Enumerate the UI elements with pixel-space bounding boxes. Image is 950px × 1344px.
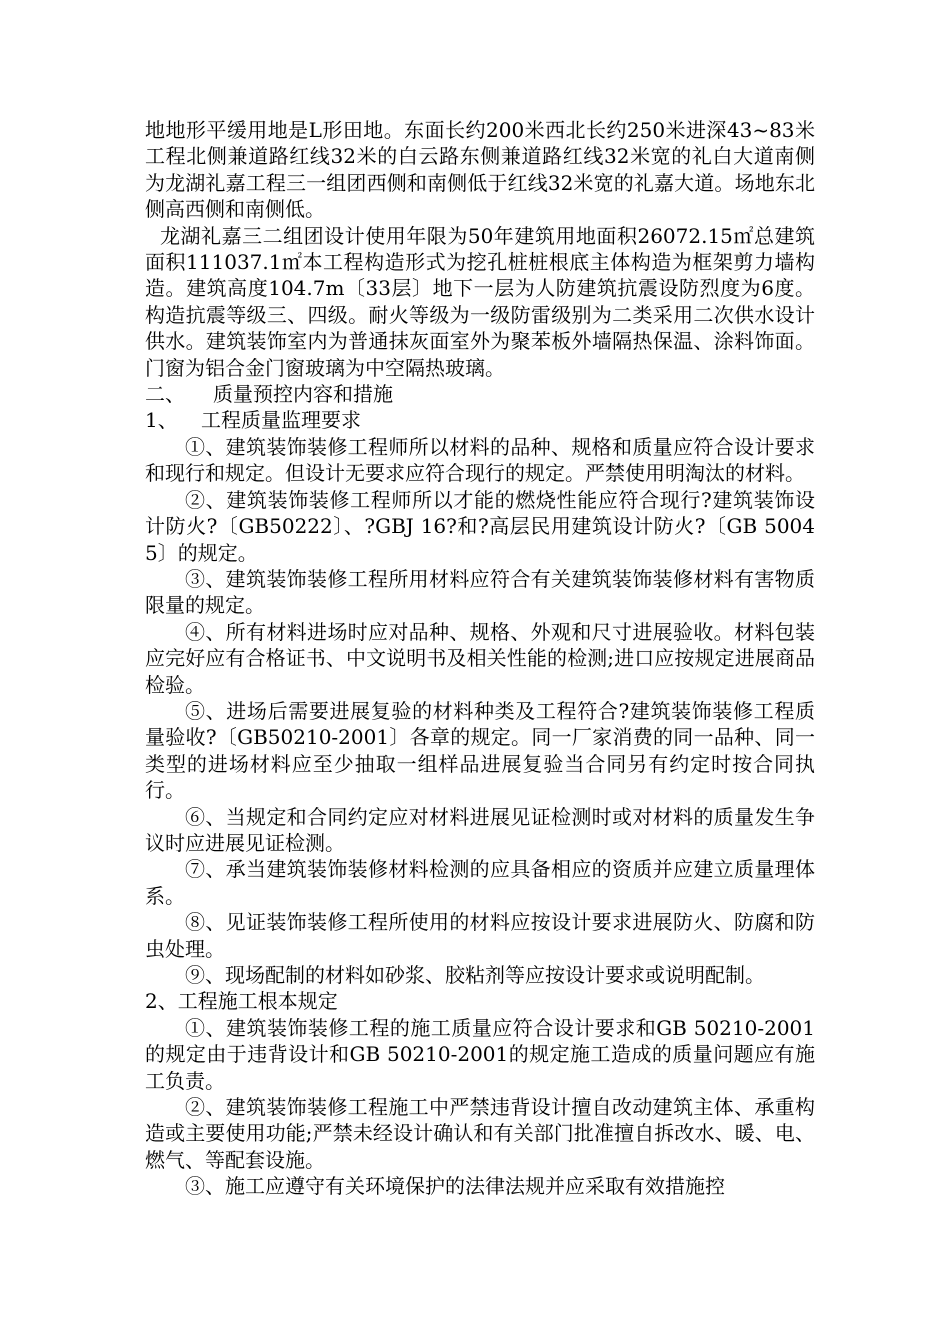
list-item: ⑧、见证装饰装修工程所使用的材料应按设计要求进展防火、防腐和防虫处理。 [145, 910, 815, 961]
list-item: ⑨、现场配制的材料如砂浆、胶粘剂等应按设计要求或说明配制。 [185, 963, 765, 987]
section-title: 质量预控内容和措施 [213, 382, 393, 407]
document-page [145, 117, 815, 1200]
subsection-number: 1、 [145, 408, 178, 433]
site-description-paragraph: 地地形平缓用地是L形田地。东面长约200米西北长约250米进深43~83米工程北侧兼道路红线32米的白云路东侧兼道路红线32米宽的礼白大道南侧为龙湖礼嘉工程三一组团西侧和南侧低于红线32米宽的礼嘉大道。场地东北侧高西侧和南侧低。 [145, 118, 815, 222]
list-item: ⑤、进场后需要进展复验的材料种类及工程符合?建筑装饰装修工程质量验收?〔GB50210-2001〕各章的规定。同一厂家消费的同一品种、同一类型的进场材料应至少抽取一组样品进展复验当合同另有约定时按合同执行。 [145, 698, 815, 803]
list-item: ④、所有材料进场时应对品种、规格、外观和尺寸进展验收。材料包装应完好应有合格证书、中文说明书及相关性能的检测;进口应按规定进展商品检验。 [145, 619, 815, 697]
subsection-heading-supervision-requirements [145, 407, 815, 433]
list-item: ③、施工应遵守有关环境保护的法律法规并应采取有效措施控 [185, 1174, 725, 1199]
list-item: ①、建筑装饰装修工程师所以材料的品种、规格和质量应符合设计要求和现行和规定。但设计无要求应符合现行的规定。严禁使用明淘汰的材料。 [145, 434, 815, 486]
list-item: ①、建筑装饰装修工程的施工质量应符合设计要求和GB 50210-2001的规定由于违背设计和GB 50210-2001的规定施工造成的质量问题应有施工负责。 [145, 1015, 815, 1093]
subsection-title: 工程质量监理要求 [201, 408, 361, 433]
project-overview-paragraph: 龙湖礼嘉三二组团设计使用年限为50年建筑用地面积26072.15㎡总建筑面积111037.1㎡本工程构造形式为挖孔桩桩根底主体构造为框架剪力墙构造。建筑高度104.7m〔33层〕地下一层为人防建筑抗震设防烈度为6度。构造抗震等级三、四级。耐火等级为一级防雷级别为二类采用二次供水设计供水。建筑装饰室内为普通抹灰面室外为聚苯板外墙隔热保温、涂料饰面。门窗为铝合金门窗玻璃为中空隔热玻璃。 [145, 223, 815, 380]
list-item: ⑦、承当建筑装饰装修材料检测的应具备相应的资质并应建立质量理体系。 [145, 857, 815, 908]
list-item: ②、建筑装饰装修工程师所以才能的燃烧性能应符合现行?建筑装饰设计防火?〔GB50222〕、?GBJ 16?和?高层民用建筑设计防火?〔GB 50045〕的规定。 [145, 487, 815, 565]
subsection-heading-construction-rules: 2、工程施工根本规定 [145, 989, 338, 1014]
section-heading-quality-precontrol [145, 381, 815, 407]
list-item: ⑥、当规定和合同约定应对材料进展见证检测时或对材料的质量发生争议时应进展见证检测。 [145, 804, 815, 855]
list-item: ③、建筑装饰装修工程所用材料应符合有关建筑装饰装修材料有害物质限量的规定。 [145, 566, 815, 618]
section-number: 二、 [145, 382, 185, 407]
list-item: ②、建筑装饰装修工程施工中严禁违背设计擅自改动建筑主体、承重构造或主要使用功能;严禁未经设计确认和有关部门批准擅自拆改水、暖、电、燃气、等配套设施。 [145, 1095, 815, 1172]
